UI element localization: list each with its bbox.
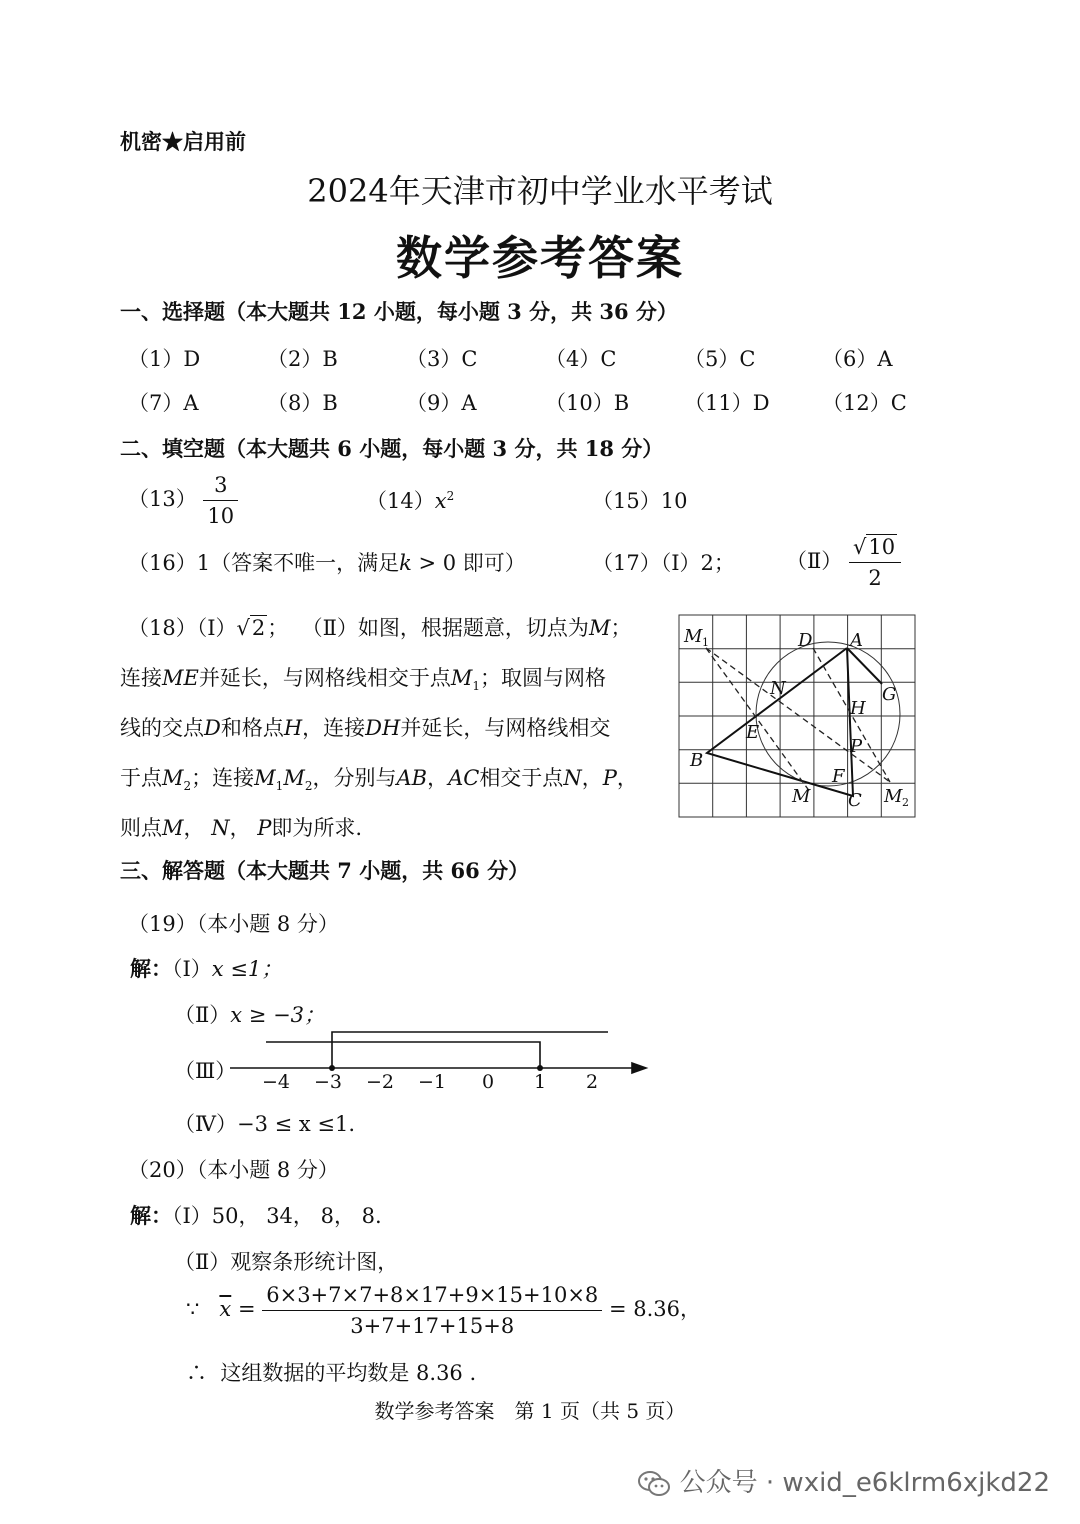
confidential-mark: 机密★启用前 xyxy=(120,129,246,154)
svg-text:M: M xyxy=(684,626,703,647)
fraction-denominator: 2 xyxy=(868,566,882,590)
q19-part3-label: （Ⅲ） xyxy=(174,1059,237,1083)
q19-part1: 解：（Ⅰ）x ≤1； xyxy=(130,956,283,981)
exam-title: 2024年天津市初中学业水平考试 xyxy=(307,172,773,210)
svg-text:G: G xyxy=(882,684,897,705)
sqrt: √2 xyxy=(236,616,266,640)
variable-xbar: $\overline{x}$ xyxy=(219,1297,232,1321)
svg-text:C: C xyxy=(848,790,862,811)
svg-text:M: M xyxy=(884,786,903,807)
answer-17-part2 xyxy=(786,532,901,593)
choice-answer: （7）A xyxy=(128,391,199,415)
choice-answer: （11）D xyxy=(684,391,770,415)
section1-heading: 一、选择题（本大题共 12 小题，每小题 3 分，共 36 分） xyxy=(120,299,678,324)
q19-part2: （Ⅱ）x ≥ −3； xyxy=(174,1003,326,1027)
svg-text:1: 1 xyxy=(533,1071,547,1093)
fraction-denominator: 10 xyxy=(207,504,235,528)
watermark-text: 公众号 · wxid_e6klrm6xjkd22 xyxy=(679,1468,1050,1498)
choice-answer: （10）B xyxy=(545,391,630,415)
section2-heading: 二、填空题（本大题共 6 小题，每小题 3 分，共 18 分） xyxy=(120,436,664,461)
sqrt: √10 xyxy=(852,535,896,559)
circle xyxy=(756,642,900,786)
construction-lines xyxy=(706,648,890,792)
mean-formula: ∵ $\overline{x}$ = $\frac{6\times 3+7\times 7+8\times 17+9\times 15+10\times 8}{3+7+17+15+8}$ = 8.36， xyxy=(186,1280,701,1341)
fraction xyxy=(262,1280,602,1341)
fraction-denominator: 3+7+17+15+8 xyxy=(350,1314,515,1338)
choice-answer: （1）D xyxy=(128,347,201,371)
answer-16-label: （16）1（答案不唯一，满足 xyxy=(128,551,400,575)
choice-answer: （2）B xyxy=(267,347,338,371)
svg-text:N: N xyxy=(770,678,786,699)
choice-answer: （9）A xyxy=(406,391,477,415)
grid-figure xyxy=(678,614,918,820)
q19-part4: （Ⅳ）−3 ≤ x ≤1. xyxy=(174,1112,356,1136)
choice-answer: （6）A xyxy=(822,347,893,371)
answer-14 xyxy=(366,485,454,515)
q20-part2: （Ⅱ）观察条形统计图， xyxy=(174,1250,399,1274)
svg-text:P: P xyxy=(850,736,863,757)
section3-heading: 三、解答题（本大题共 7 小题，共 66 分） xyxy=(120,858,530,883)
answer-17-part1: （17）（Ⅰ）2； xyxy=(592,551,735,575)
page-footer: 数学参考答案 第 1 页（共 5 页） xyxy=(374,1399,686,1423)
svg-text:F: F xyxy=(832,766,845,787)
answer-15: （15）10 xyxy=(592,489,688,513)
svg-text:−1: −1 xyxy=(417,1071,447,1093)
svg-text:H: H xyxy=(850,698,866,719)
answer-13-label: （13） xyxy=(128,487,197,511)
wechat-icon xyxy=(637,1469,671,1499)
doc-title: 数学参考答案 xyxy=(396,231,684,285)
fraction-numerator xyxy=(849,532,901,563)
answer-16-condition: > 0 即可） xyxy=(411,551,526,575)
exponent: 2 xyxy=(446,489,455,503)
svg-text:1: 1 xyxy=(702,636,709,649)
q20-title: （20）（本小题 8 分） xyxy=(128,1158,339,1182)
choice-answer: （5）C xyxy=(684,347,756,371)
answer-16 xyxy=(128,547,526,577)
svg-text:B: B xyxy=(690,750,704,771)
watermark xyxy=(637,1462,1050,1499)
svg-text:A: A xyxy=(850,630,863,651)
tick-labels xyxy=(262,1071,598,1093)
choice-answer: （4）C xyxy=(545,347,617,371)
svg-text:−2: −2 xyxy=(365,1071,395,1093)
svg-text:E: E xyxy=(746,722,760,743)
svg-text:2: 2 xyxy=(585,1071,599,1093)
answer-18-line5: 则点M， N， P即为所求. xyxy=(120,816,363,840)
variable-k: k xyxy=(399,551,412,575)
svg-text:M: M xyxy=(792,786,811,807)
answer-18-line4: 于点$M_2$；连接$M_1M_2$，分别与AB，AC相交于点N，P， xyxy=(120,766,638,794)
answer-17-part2-label: （Ⅱ） xyxy=(786,549,843,573)
fraction-numerator: 6×3+7×7+8×17+9×15+10×8 xyxy=(262,1280,602,1311)
svg-text:D: D xyxy=(798,630,813,651)
svg-text:−4: −4 xyxy=(261,1071,291,1093)
answer-18-line1: （18）（Ⅰ）√2； （Ⅱ）如图，根据题意，切点为M； xyxy=(128,616,632,640)
choice-answer: （12）C xyxy=(822,391,907,415)
answer-18-line2: 连接ME并延长，与网格线相交于点$M_1$；取圆与网格 xyxy=(120,666,607,694)
variable-x: x xyxy=(434,489,447,513)
choice-answer: （8）B xyxy=(267,391,338,415)
q19-title: （19）（本小题 8 分） xyxy=(128,912,339,936)
answer-14-label: （14） xyxy=(366,489,435,513)
answer-18-line3: 线的交点D和格点H，连接DH并延长，与网格线相交 xyxy=(120,716,611,740)
fraction-numerator: 3 xyxy=(203,470,238,501)
q20-part1: 解：（Ⅰ）50， 34， 8， 8. xyxy=(130,1203,382,1228)
number-line xyxy=(226,1024,650,1102)
svg-text:−3: −3 xyxy=(313,1071,343,1093)
svg-text:2: 2 xyxy=(902,796,909,809)
fraction xyxy=(849,532,901,593)
choice-answer: （3）C xyxy=(406,347,478,371)
answer-13 xyxy=(128,470,238,531)
svg-text:0: 0 xyxy=(481,1071,495,1093)
fraction xyxy=(203,470,238,531)
q20-conclusion: ∴ 这组数据的平均数是 8.36 . xyxy=(186,1361,477,1385)
